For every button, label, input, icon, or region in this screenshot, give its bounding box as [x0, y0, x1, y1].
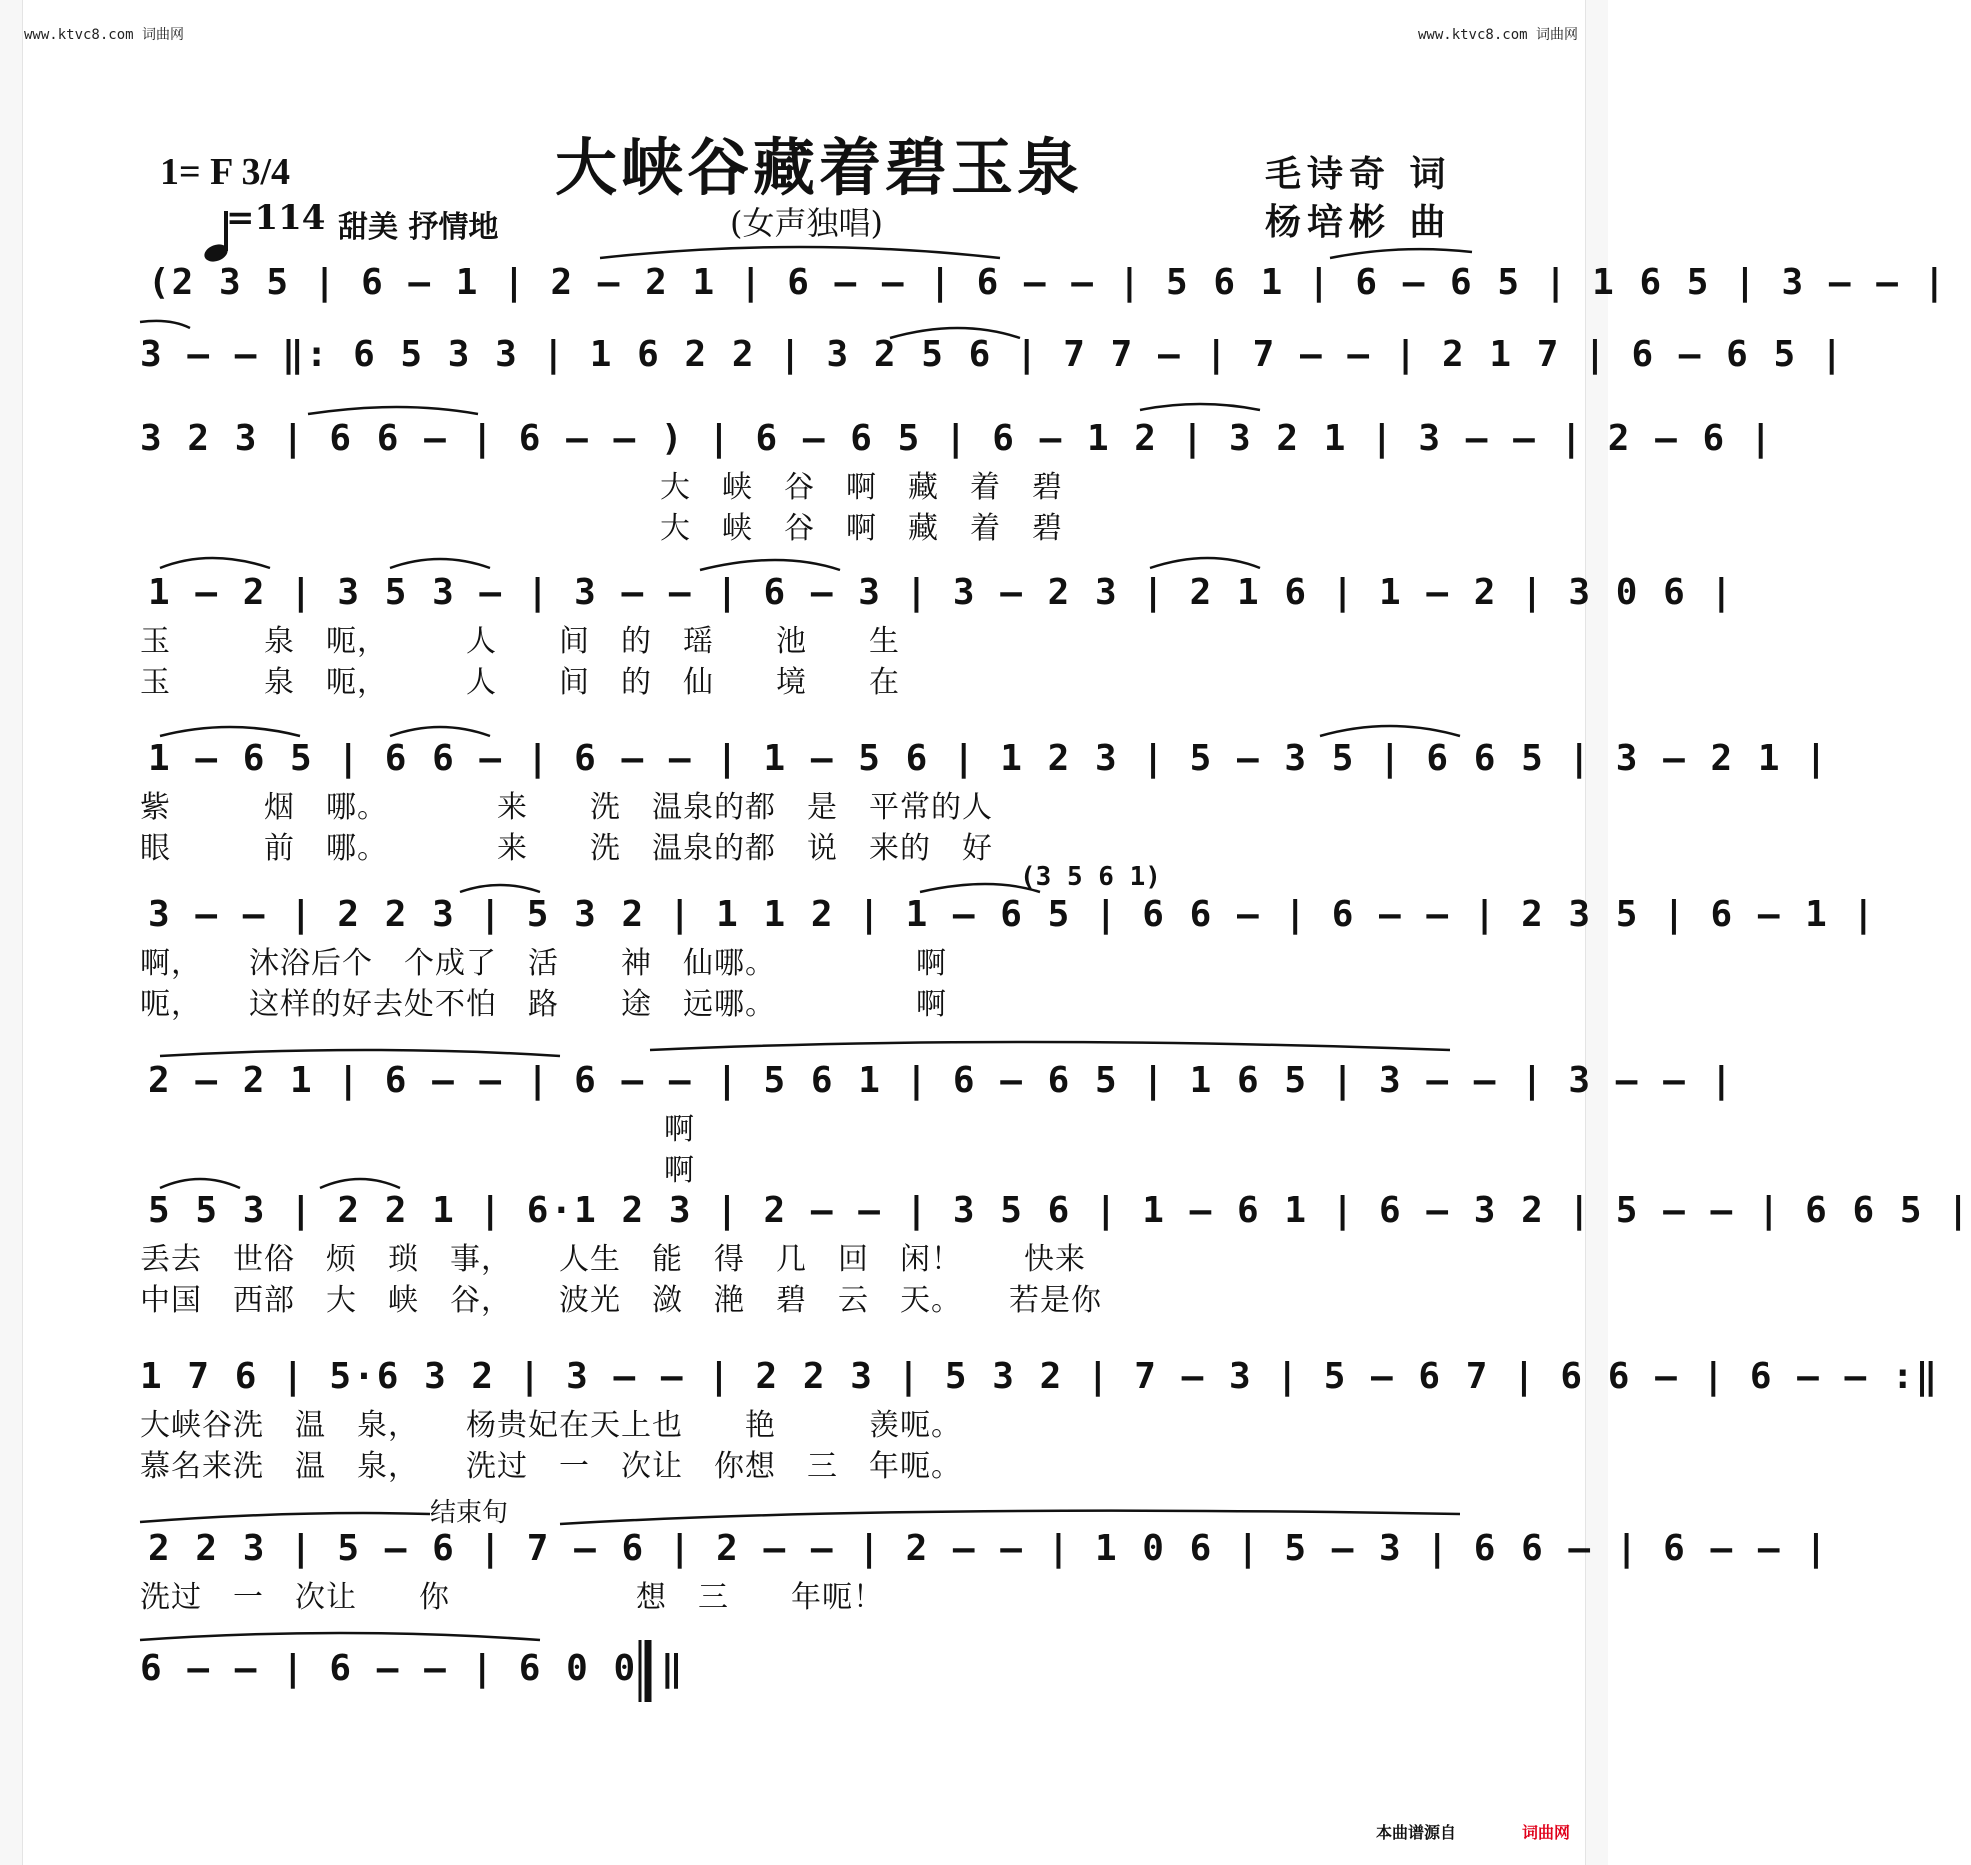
score-line-2: 3 — — ‖: 6 5 3 3 | 1 6 2 2 | 3 2 5 6 | 7 7 — | 7 — — | 2 1 7 | 6 — 6 5 |	[140, 334, 1845, 375]
score-line-9: 1 7 6 | 5·6 3 2 | 3 — — | 2 2 3 | 5 3 2 | 7 — 3 | 5 — 6 7 | 6 6 — | 6 — — :‖	[140, 1356, 1940, 1397]
slur	[700, 560, 840, 570]
lyric-line-6a: 啊， 沐浴后个 个成了 活 神 仙哪。 啊	[140, 946, 947, 981]
song-title: 大峡谷藏着碧玉泉	[555, 131, 1084, 204]
lyric-line-9b: 慕名来洗 温 泉， 洗过 一 次让 你想 三 年呃。	[140, 1449, 962, 1484]
slur	[560, 1511, 1460, 1524]
slur	[160, 1179, 240, 1188]
score-line-4: 1 — 2 | 3 5 3 — | 3 — — | 6 — 3 | 3 — 2 3 | 2 1 6 | 1 — 2 | 3 0 6 |	[148, 572, 1735, 613]
footer-source-label: 本曲谱源自	[1376, 1823, 1457, 1842]
lyric-line-3a: 大 峡 谷 啊 藏 着 碧	[660, 470, 1063, 505]
lyric-line-4b: 玉 泉 呃， 人 间 的 仙 境 在	[140, 665, 900, 700]
slur	[160, 1050, 560, 1056]
score-line-3: 3 2 3 | 6 6 — | 6 — — ) | 6 — 6 5 | 6 — 1 2 | 3 2 1 | 3 — — | 2 — 6 |	[140, 418, 1774, 459]
lyric-line-10a: 洗过 一 次让 你 想 三 年呃！	[140, 1580, 884, 1615]
slur	[390, 559, 490, 568]
slur	[140, 1633, 540, 1640]
lyric-line-5b: 眼 前 哪。 来 洗 温泉的都 说 来的 好	[140, 831, 993, 866]
score-line-8: 5 5 3 | 2 2 1 | 6·1 2 3 | 2 — — | 3 5 6 | 1 — 6 1 | 6 — 3 2 | 5 — — | 6 6 5 |	[148, 1190, 1971, 1231]
slur	[390, 727, 490, 736]
slur-lines	[140, 247, 1472, 1640]
slur	[920, 884, 1040, 892]
lyric-line-8b: 中国 西部 大 峡 谷， 波光 潋 滟 碧 云 天。 若是你	[140, 1283, 1102, 1318]
score-line-5: 1 — 6 5 | 6 6 — | 6 — — | 1 — 5 6 | 1 2 3 | 5 — 3 5 | 6 6 5 | 3 — 2 1 |	[148, 738, 1829, 779]
slur	[890, 328, 1020, 338]
score-line-10: 2 2 3 | 5 — 6 | 7 — 6 | 2 — — | 2 — — | 1 0 6 | 5 — 3 | 6 6 — | 6 — — |	[148, 1528, 1829, 1569]
lyric-line-7b: 啊	[664, 1153, 695, 1188]
lyric-line-7a: 啊	[664, 1112, 695, 1147]
final-barline	[640, 1640, 648, 1702]
slur	[460, 885, 540, 892]
slur	[160, 558, 270, 568]
slur	[1150, 558, 1260, 568]
slur	[1320, 726, 1460, 736]
watermark-left: www.ktvc8.com 词曲网	[24, 27, 185, 43]
tempo-marking: =114	[226, 198, 326, 238]
slur	[1140, 404, 1260, 410]
lyricist-credit: 毛诗奇 词	[1265, 153, 1452, 195]
score-line-6: 3 — — | 2 2 3 | 5 3 2 | 1 1 2 | 1 — 6 5 | 6 6 — | 6 — — | 2 3 5 | 6 — 1 |	[148, 894, 1877, 935]
ossia-notes: (3 5 6 1)	[1020, 862, 1161, 892]
slur	[140, 1513, 430, 1522]
lyric-line-6b: 呃， 这样的好去处不怕 路 途 远哪。 啊	[140, 987, 947, 1022]
lyric-line-3b: 大 峡 谷 啊 藏 着 碧	[660, 511, 1063, 546]
lyric-line-9a: 大峡谷洗 温 泉， 杨贵妃在天上也 艳 羡呃。	[140, 1408, 962, 1443]
score-line-11: 6 — — | 6 — — | 6 0 0 ‖	[140, 1648, 685, 1689]
slur	[320, 1179, 400, 1188]
lyric-line-8a: 丢去 世俗 烦 琐 事， 人生 能 得 几 回 闲！ 快来	[140, 1242, 1086, 1277]
expression-marking: 甜美 抒情地	[338, 210, 499, 245]
slur	[1330, 249, 1472, 258]
slur	[140, 321, 190, 328]
composer-credit: 杨培彬 曲	[1265, 201, 1452, 243]
slur	[160, 727, 300, 736]
score-line-7: 2 — 2 1 | 6 — — | 6 — — | 5 6 1 | 6 — 6 5 | 1 6 5 | 3 — — | 3 — — |	[148, 1060, 1735, 1101]
lyric-line-5a: 紫 烟 哪。 来 洗 温泉的都 是 平常的人	[140, 790, 993, 825]
song-subtitle: (女声独唱)	[730, 204, 883, 242]
score-line-1: (2 3 5 | 6 — 1 | 2 — 2 1 | 6 — — | 6 — — | 5 6 1 | 6 — 6 5 | 1 6 5 | 3 — — |	[148, 262, 1948, 303]
footer-site-link[interactable]: 词曲网	[1522, 1823, 1571, 1842]
watermark-right: www.ktvc8.com 词曲网	[1417, 27, 1578, 43]
ending-marker: 结束句	[430, 1498, 509, 1528]
key-signature: 1= F 3/4	[160, 151, 291, 193]
slur	[650, 1042, 1450, 1050]
lyric-line-4a: 玉 泉 呃， 人 间 的 瑶 池 生	[140, 624, 900, 659]
slur	[308, 407, 478, 414]
slur	[600, 247, 1000, 258]
